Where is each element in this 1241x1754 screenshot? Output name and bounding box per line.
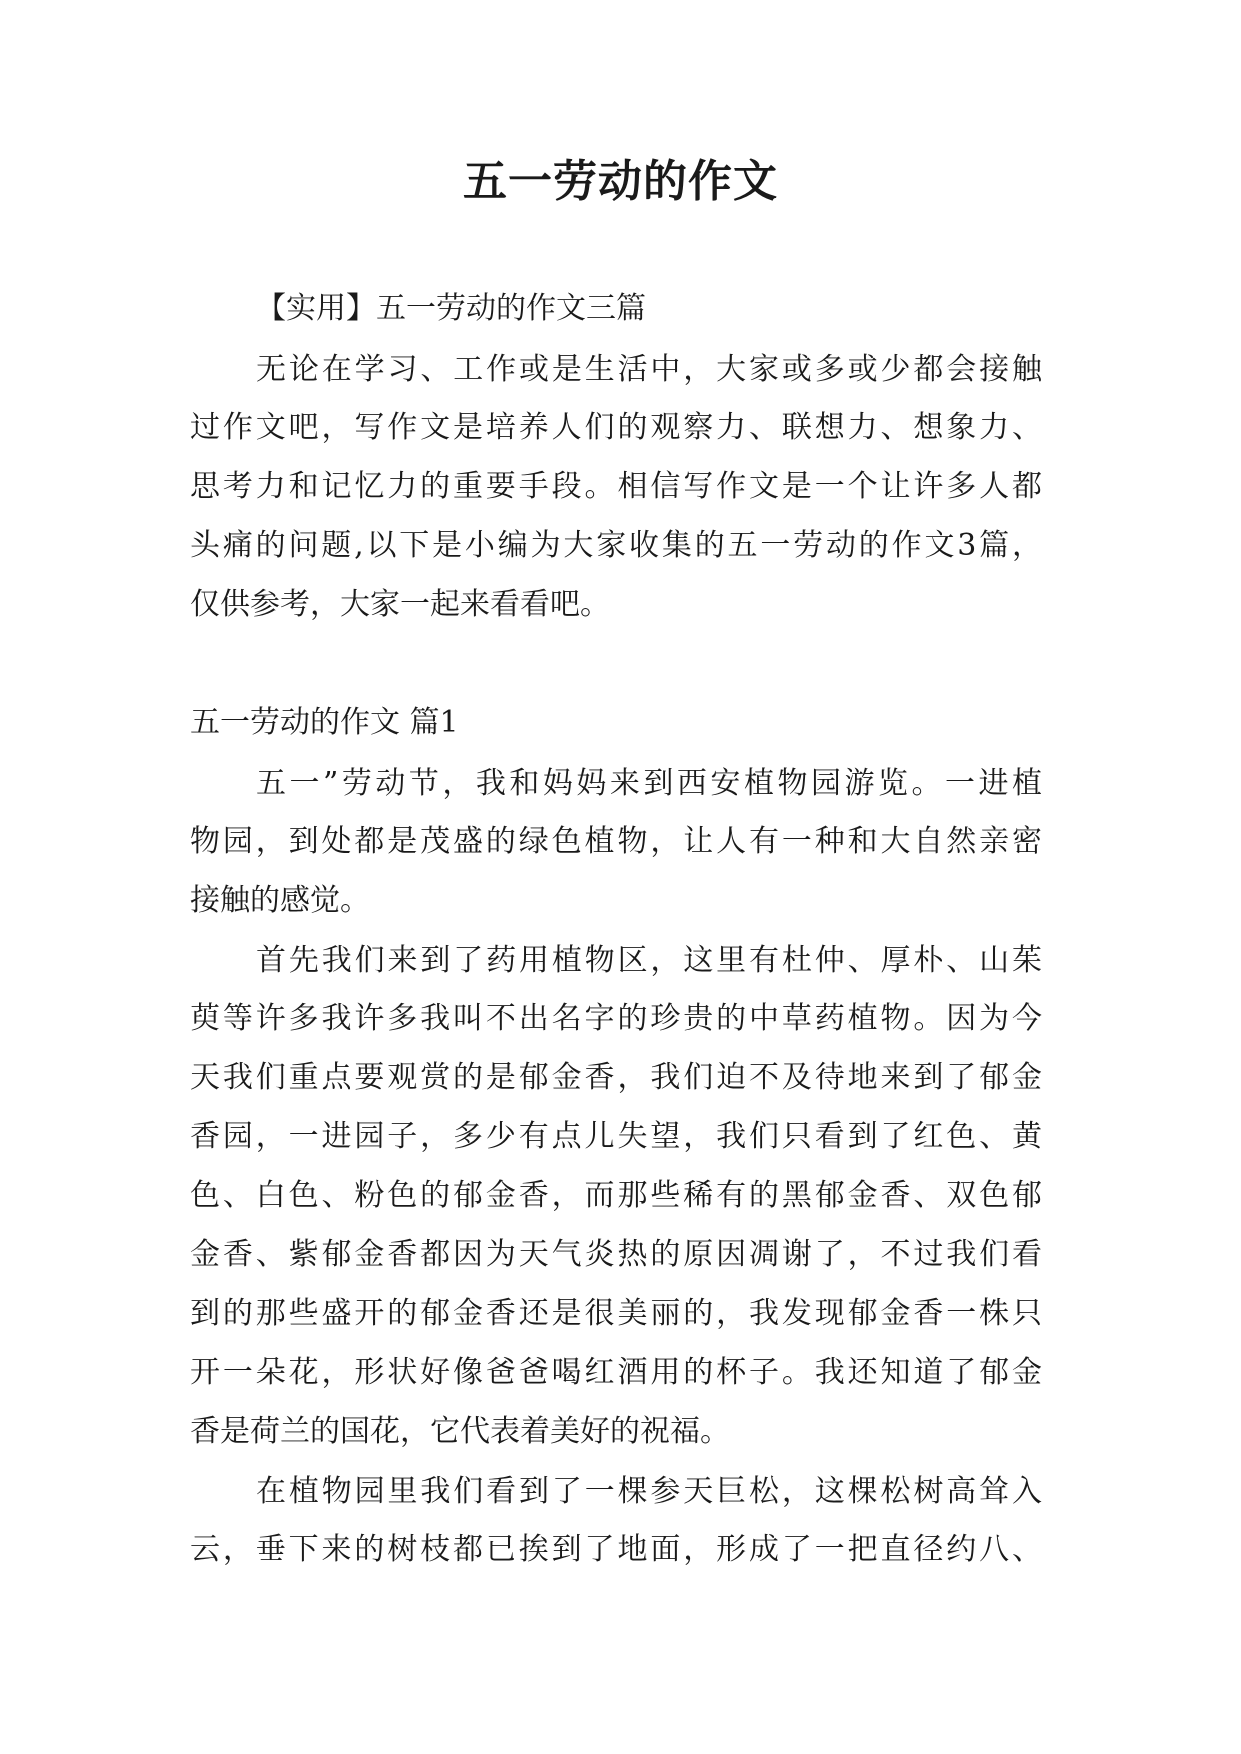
intro-line: 仅供参考，大家一起来看看吧。 bbox=[190, 587, 610, 622]
intro-line: 过作文吧，写作文是培养人们的观察力、联想力、想象力、 bbox=[190, 410, 1042, 445]
body-line: 云，垂下来的树枝都已挨到了地面，形成了一把直径约八、 bbox=[190, 1532, 1042, 1567]
body-line: 物园，到处都是茂盛的绿色植物，让人有一种和大自然亲密 bbox=[190, 824, 1042, 859]
body-line: 开一朵花，形状好像爸爸喝红酒用的杯子。我还知道了郁金 bbox=[190, 1355, 1042, 1390]
body-line: 五一”劳动节，我和妈妈来到西安植物园游览。一进植 bbox=[256, 766, 1042, 801]
body-line: 在植物园里我们看到了一棵参天巨松，这棵松树高耸入 bbox=[256, 1474, 1042, 1509]
body-line: 香园，一进园子，多少有点儿失望，我们只看到了红色、黄 bbox=[190, 1119, 1042, 1154]
section-heading: 五一劳动的作文 篇1 bbox=[190, 705, 459, 740]
body-line: 萸等许多我许多我叫不出名字的珍贵的中草药植物。因为今 bbox=[190, 1001, 1042, 1036]
body-line: 香是荷兰的国花，它代表着美好的祝福。 bbox=[190, 1414, 730, 1449]
intro-line: 思考力和记忆力的重要手段。相信写作文是一个让许多人都 bbox=[190, 469, 1042, 504]
body-line: 首先我们来到了药用植物区，这里有杜仲、厚朴、山茱 bbox=[256, 943, 1042, 978]
intro-line: 头痛的问题,以下是小编为大家收集的五一劳动的作文3篇， bbox=[190, 528, 1042, 563]
body-line: 接触的感觉。 bbox=[190, 883, 370, 918]
document-subtitle: 【实用】五一劳动的作文三篇 bbox=[256, 291, 646, 326]
document-title: 五一劳动的作文 bbox=[463, 156, 778, 207]
intro-line: 无论在学习、工作或是生活中，大家或多或少都会接触 bbox=[256, 352, 1042, 387]
body-line: 金香、紫郁金香都因为天气炎热的原因凋谢了，不过我们看 bbox=[190, 1237, 1042, 1272]
body-line: 色、白色、粉色的郁金香，而那些稀有的黑郁金香、双色郁 bbox=[190, 1178, 1042, 1213]
body-line: 到的那些盛开的郁金香还是很美丽的，我发现郁金香一株只 bbox=[190, 1296, 1042, 1331]
body-line: 天我们重点要观赏的是郁金香，我们迫不及待地来到了郁金 bbox=[190, 1060, 1042, 1095]
